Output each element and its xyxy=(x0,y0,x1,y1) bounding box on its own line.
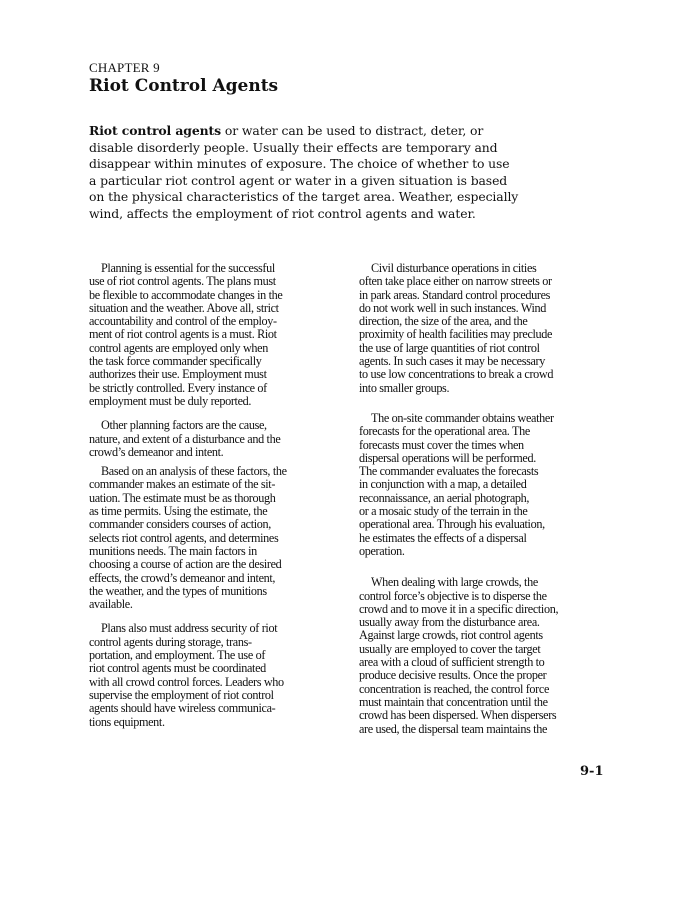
text-line: accountability and control of the employ- xyxy=(89,314,277,329)
text-line: supervise the employment of riot control xyxy=(89,687,274,702)
intro-lead: Riot control agents xyxy=(89,123,222,138)
text-line: Planning is essential for the successful xyxy=(101,261,275,275)
text-line: Other planning factors are the cause, xyxy=(101,418,267,433)
text-line: ment of riot control agents is a must. Riot xyxy=(89,327,277,342)
right-paragraph-3 xyxy=(359,576,609,736)
text-line: nature, and extent of a disturbance and the xyxy=(89,431,281,446)
text-line: choosing a course of action are the desired xyxy=(89,557,282,572)
text-line: crowd’s demeanor and intent. xyxy=(89,444,224,459)
text-line: reconnaissance, an aerial photograph, xyxy=(359,490,530,505)
text-line: effects, the crowd’s demeanor and intent, xyxy=(89,570,276,585)
text-line: in park areas. Standard control procedures xyxy=(359,287,551,302)
text-line: forecasts must cover the times when xyxy=(359,437,524,452)
page-title: Riot Control Agents xyxy=(89,76,279,96)
text-line: agents. In such cases it may be necessary xyxy=(359,354,545,369)
right-column xyxy=(359,262,609,747)
text-line: employment must be duly reported. xyxy=(89,393,252,408)
text-line: concentration is reached, the control force xyxy=(359,681,550,696)
text-line: he estimates the effects of a dispersal xyxy=(359,530,527,545)
text-line: The commander evaluates the forecasts xyxy=(359,464,539,479)
text-line: area with a cloud of sufficient strength to xyxy=(359,655,545,670)
text-line: the task force commander specifically xyxy=(89,354,262,369)
text-line: operational area. Through his evaluation, xyxy=(359,517,545,532)
intro-text: or water can be used to distract, deter, or disable disorderly people. Usually their effects are temporary and disappear within minutes of exposure. The choice of whether to use a particular riot control agent or water in a given situation is based on the physical characteristics of the target area. Weather, especially wind, affects the employment of riot control agents and water. xyxy=(89,123,519,221)
left-paragraph-3 xyxy=(89,465,347,611)
text-line: usually are employed to cover the target xyxy=(359,641,541,656)
chapter-label: CHAPTER 9 xyxy=(89,60,160,75)
text-line: use of riot control agents. The plans must xyxy=(89,274,276,289)
right-paragraph-2 xyxy=(359,412,609,558)
text-line: tions equipment. xyxy=(89,714,165,729)
text-line: uation. The estimate must be as thorough xyxy=(89,490,276,505)
left-paragraph-1 xyxy=(89,262,347,408)
text-line: Against large crowds, riot control agents xyxy=(359,628,543,643)
text-line: forecasts for the operational area. The xyxy=(359,424,530,439)
text-line: direction, the size of the area, and the xyxy=(359,314,528,329)
intro-paragraph xyxy=(89,123,519,223)
text-line: Civil disturbance operations in cities xyxy=(371,261,537,275)
text-line: The on-site commander obtains weather xyxy=(371,410,554,425)
text-line: authorizes their use. Employment must xyxy=(89,367,267,382)
text-line: crowd has been dispersed. When dispersers xyxy=(359,708,557,723)
page-number: 9-1 xyxy=(580,764,604,779)
text-line: or a mosaic study of the terrain in the xyxy=(359,504,528,519)
text-line: control agents are employed only when xyxy=(89,340,268,355)
text-line: commander considers courses of action, xyxy=(89,517,271,532)
text-line: the use of large quantities of riot control xyxy=(359,340,540,355)
text-line: portation, and employment. The use of xyxy=(89,648,266,663)
text-line: be flexible to accommodate changes in the xyxy=(89,287,283,302)
left-paragraph-4 xyxy=(89,622,347,728)
text-line: control force’s objective is to disperse the xyxy=(359,588,547,603)
text-line: often take place either on narrow streets or xyxy=(359,274,552,289)
text-line: do not work well in such instances. Wind xyxy=(359,300,547,315)
right-paragraph-1 xyxy=(359,262,609,395)
text-line: Plans also must address security of riot xyxy=(101,621,278,636)
text-line: selects riot control agents, and determines xyxy=(89,530,279,545)
text-line: the weather, and the types of munitions xyxy=(89,583,267,598)
text-line: control agents during storage, trans- xyxy=(89,634,252,649)
left-column xyxy=(89,262,347,740)
text-line: commander makes an estimate of the sit- xyxy=(89,477,276,492)
text-line: must maintain that concentration until the xyxy=(359,694,548,709)
text-line: crowd and to move it in a specific direction, xyxy=(359,601,559,616)
text-line: agents should have wireless communica- xyxy=(89,701,276,716)
text-line: are used, the dispersal team maintains the xyxy=(359,721,548,736)
text-line: proximity of health facilities may preclude xyxy=(359,327,553,342)
text-line: be strictly controlled. Every instance of xyxy=(89,380,267,395)
text-line: to use low concentrations to break a crowd xyxy=(359,367,554,382)
text-line: in conjunction with a map, a detailed xyxy=(359,477,527,492)
text-line: available. xyxy=(89,597,133,612)
text-line: with all crowd control forces. Leaders who xyxy=(89,674,284,689)
text-line: munitions needs. The main factors in xyxy=(89,543,257,558)
text-line: usually away from the disturbance area. xyxy=(359,615,540,630)
text-line: produce decisive results. Once the proper xyxy=(359,668,547,683)
text-line: dispersal operations will be performed. xyxy=(359,450,536,465)
text-line: When dealing with large crowds, the xyxy=(371,575,538,590)
text-line: Based on an analysis of these factors, the xyxy=(101,464,287,479)
text-line: riot control agents must be coordinated xyxy=(89,661,266,676)
text-line: operation. xyxy=(359,543,405,558)
text-line: situation and the weather. Above all, strict xyxy=(89,300,279,315)
text-line: as time permits. Using the estimate, the xyxy=(89,504,268,519)
left-paragraph-2 xyxy=(89,419,347,459)
text-line: into smaller groups. xyxy=(359,380,450,395)
